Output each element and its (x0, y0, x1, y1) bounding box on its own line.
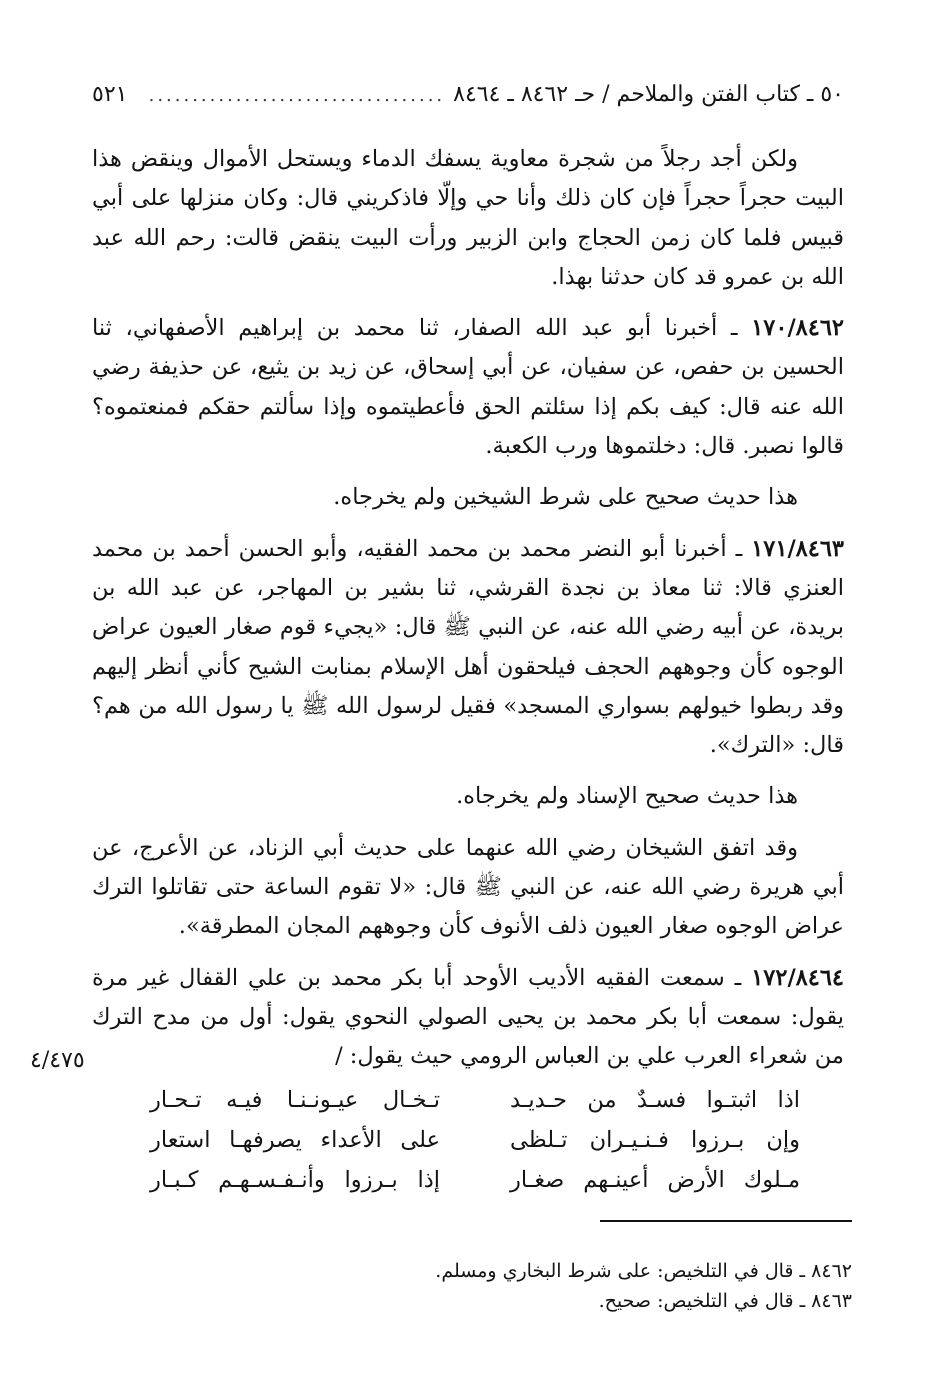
paragraph-text: ـ أخبرنا أبو النضر محمد بن محمد الفقيه، وأبو الحسن أحمد بن محمد العنزي قالا: ثنا معاذ بن نجدة القرشي، ثنا بشير بن المهاجر، عن عبد الله بن بريدة، عن أبيه رضي الله عنه، عن النبي ﷺ قال: «يجيء قوم صغار العيون عراض الوجوه كأن وجوههم الحجف فيلحقون أهل الإسلام بمنابت الشيح كأني أنظر إليهم وقد ربطوا خيولهم بسواري المسجد» فقيل لرسول الله ﷺ يا رسول الله من هم؟ قال: «الترك». (92, 535, 844, 759)
paragraph-text: هذا حديث صحيح على شرط الشيخين ولم يخرجاه. (333, 484, 798, 511)
poem-verse (150, 1080, 800, 1120)
footnotes (380, 1256, 852, 1316)
hadith-entry (92, 309, 844, 466)
poem (150, 1080, 800, 1200)
hadith-entry (92, 530, 844, 766)
running-header (92, 82, 844, 107)
footnote-separator (600, 1220, 852, 1222)
hadith-number: ١٧٢/٨٤٦٤ (751, 964, 844, 991)
paragraph-text: ولكن أجد رجلاً من شجرة معاوية يسفك الدماء ويستحل الأموال وينقض هذا البيت حجراً حجراً فإن كان ذلك وأنا حي وإلّا فاذكريني قال: وكان منزلها على أبي قبيس فلما كان زمن الحجاج وابن الزبير ورأت البيت ينقض قالت: رحم الله عبد الله بن عمرو قد كان حدثنا بهذا. (92, 146, 844, 290)
main-text (92, 140, 844, 1089)
margin-reference: ٤/٤٧٥ (30, 1048, 85, 1073)
leader-dots: .................................. (148, 85, 446, 106)
verse-first-hemistich: مـلوك الأرض أعينـهم صغـار (510, 1167, 800, 1193)
grading-note (92, 777, 844, 816)
verse-first-hemistich: وإن بـرزوا فـنـيـران تـلظى (510, 1127, 800, 1153)
verse-second-hemistich: تـخـال عيـونـنـا فيـه تـحـار (150, 1087, 440, 1113)
verse-second-hemistich: إذا بـرزوا وأنـفـسـهـم كـبـار (150, 1167, 440, 1193)
footnote: ٨٤٦٣ ـ قال في التلخيص: صحيح. (598, 1290, 852, 1312)
hadith-number: ١٧١/٨٤٦٣ (751, 535, 844, 562)
verse-first-hemistich: اذا اثبتـوا فسـدٌ من حـديـد (510, 1087, 800, 1113)
grading-note (92, 478, 844, 517)
paragraph (92, 140, 844, 297)
page-number: ٥٢١ (92, 82, 128, 107)
paragraph (92, 829, 844, 947)
hadith-number: ١٧٠/٨٤٦٢ (751, 315, 844, 342)
verse-second-hemistich: على الأعداء يصرفهـا استعار (150, 1127, 440, 1153)
poem-verse (150, 1120, 800, 1160)
hadith-entry (92, 959, 844, 1077)
paragraph-text: ـ سمعت الفقيه الأديب الأوحد أبا بكر محمد بن علي القفال غير مرة يقول: سمعت أبا بكر محمد بن يحيى الصولي النحوي يقول: أول من مدح الترك من شعراء العرب علي بن العباس الرومي حيث يقول: / (92, 964, 844, 1070)
poem-verse (150, 1160, 800, 1200)
running-title: ٥٠ ـ كتاب الفتن والملاحم / حـ ٨٤٦٢ ـ ٨٤٦٤ (453, 82, 844, 107)
footnote: ٨٤٦٢ ـ قال في التلخيص: على شرط البخاري ومسلم. (435, 1260, 852, 1282)
paragraph-text: ـ أخبرنا أبو عبد الله الصفار، ثنا محمد بن إبراهيم الأصفهاني، ثنا الحسين بن حفص، عن سفيان، عن أبي إسحاق، عن زيد بن يثيع، عن حذيفة رضي الله عنه قال: كيف بكم إذا سئلتم الحق فأعطيتموه وإذا سألتم حقكم فمنعتموه؟ قالوا نصبر. قال: دخلتموها ورب الكعبة. (92, 315, 844, 460)
paragraph-text: وقد اتفق الشيخان رضي الله عنهما على حديث أبي الزناد، عن الأعرج، عن أبي هريرة رضي الله عنه، عن النبي ﷺ قال: «لا تقوم الساعة حتى تقاتلوا الترك عراض الوجوه صغار العيون ذلف الأنوف كأن وجوههم المجان المطرقة». (92, 834, 844, 940)
paragraph-text: هذا حديث صحيح الإسناد ولم يخرجاه. (456, 783, 798, 810)
